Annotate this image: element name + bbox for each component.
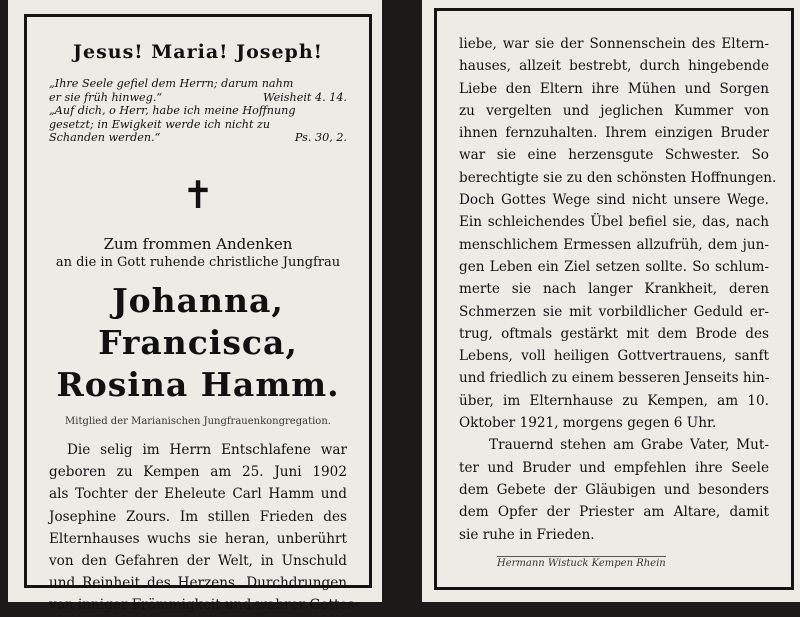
society-membership: Mitglied der Marianischen Jungfrauenkongregation. (65, 415, 331, 427)
bio-line: von den Gefahren der Welt, in Unschuld (49, 552, 347, 569)
text-line: Oktober 1921, morgens gegen 6 Uhr. (459, 415, 717, 432)
memorial-heading: Zum frommen Andenken (103, 234, 293, 253)
text-line: Trauernd stehen am Grabe Vater, Mut- (489, 437, 769, 454)
text-line: merte sie nach langer Krankheit, deren (459, 281, 769, 298)
bio-line: geboren zu Kempen am 25. Juni 1902 (49, 464, 347, 481)
quote-line: „Ihre Seele gefiel dem Herrn; darum nahm (49, 77, 294, 90)
text-line: und friedlich zu einem besseren Jenseits hin- (459, 370, 770, 387)
text-line: war sie eine herzensgute Schwester. So (459, 147, 769, 164)
invocation-header: Jesus! Maria! Joseph! (73, 41, 323, 63)
text-line: zu vergelten und jeglichen Kummer von (459, 102, 769, 119)
text-line: sie ruhe in Frieden. (459, 526, 595, 543)
right-page (422, 0, 800, 602)
scripture-quote-1 (49, 77, 347, 104)
text-line: dem Opfer der Priester am Altare, damit (459, 504, 769, 521)
cross-icon: ✝ (182, 172, 214, 217)
quote-reference: Weisheit 4. 14. (262, 90, 347, 104)
quote-line-text: Schanden werden.“ (49, 131, 161, 145)
deceased-name-line-2: Rosina Hamm. (56, 364, 340, 404)
text-line: Doch Gottes Wege sind nicht unsere Wege. (459, 192, 769, 209)
text-line: Lebens, voll heiligen Gottvertrauens, sanft (459, 348, 769, 365)
printer-imprint: Hermann Wistuck Kempen Rhein (497, 558, 666, 569)
biography-text (49, 439, 360, 617)
text-line: berechtigte sie zu den schönsten Hoffnungen. (459, 169, 777, 186)
text-line: Liebe den Eltern ihre Mühen und Sorgen (459, 80, 769, 97)
deceased-name-line-1: Johanna, Francisca, (98, 280, 298, 362)
bio-line: Elternhauses wuchs sie heran, unberührt (49, 530, 347, 547)
left-page (8, 0, 382, 614)
text-line: gen Leben ein Ziel setzen sollte. So schlum- (459, 258, 769, 275)
bio-line: als Tochter der Eheleute Carl Hamm und (49, 486, 347, 503)
bio-line: Die selig im Herrn Entschlafene war (67, 441, 347, 458)
bio-line: Josephine Zours. Im stillen Frieden des (49, 508, 347, 525)
quote-reference: Ps. 30, 2. (294, 131, 347, 145)
text-line: Schmerzen sie mit vorbildlicher Geduld er- (459, 303, 769, 320)
scripture-quote-2 (49, 104, 347, 145)
right-border-frame (434, 8, 794, 590)
text-line: über, im Elternhause zu Kempen, am 10. (459, 392, 769, 409)
quote-line (49, 131, 347, 145)
biography-continuation (459, 33, 777, 546)
quote-line: „Auf dich, o Herr, habe ich meine Hoffnung (49, 104, 296, 118)
quote-line: gesetzt; in Ewigkeit werde ich nicht zu (49, 117, 271, 131)
text-line: hauses, allzeit bestrebt, durch hingebende (459, 58, 769, 75)
bio-line: und Reinheit des Herzens. Durchdrungen (49, 575, 347, 592)
text-line: ter und Bruder und empfehlen ihre Seele (459, 459, 769, 476)
text-line: liebe, war sie der Sonnenschein des Eltern- (459, 36, 769, 52)
quote-line (49, 91, 347, 105)
text-line: trug, oftmals gestärkt mit dem Brode des (459, 325, 769, 342)
text-line: menschlichem Ermessen allzufrüh, dem jun- (459, 236, 769, 253)
text-line: dem Gebete der Gläubigen und besonders (459, 481, 769, 498)
left-border-frame (24, 14, 372, 614)
text-line: ihnen fernzuhalten. Ihrem einzigen Bruder (459, 125, 769, 142)
quote-line-text: er sie früh hinweg.“ (49, 90, 163, 104)
bio-line: von inniger Frömmigkeit und wahrer Gottes- (49, 597, 360, 614)
dedication-line: an die in Gott ruhende christliche Jungfrau (55, 254, 341, 270)
text-line: Ein schleichendes Übel befiel sie, das, nach (459, 214, 769, 231)
